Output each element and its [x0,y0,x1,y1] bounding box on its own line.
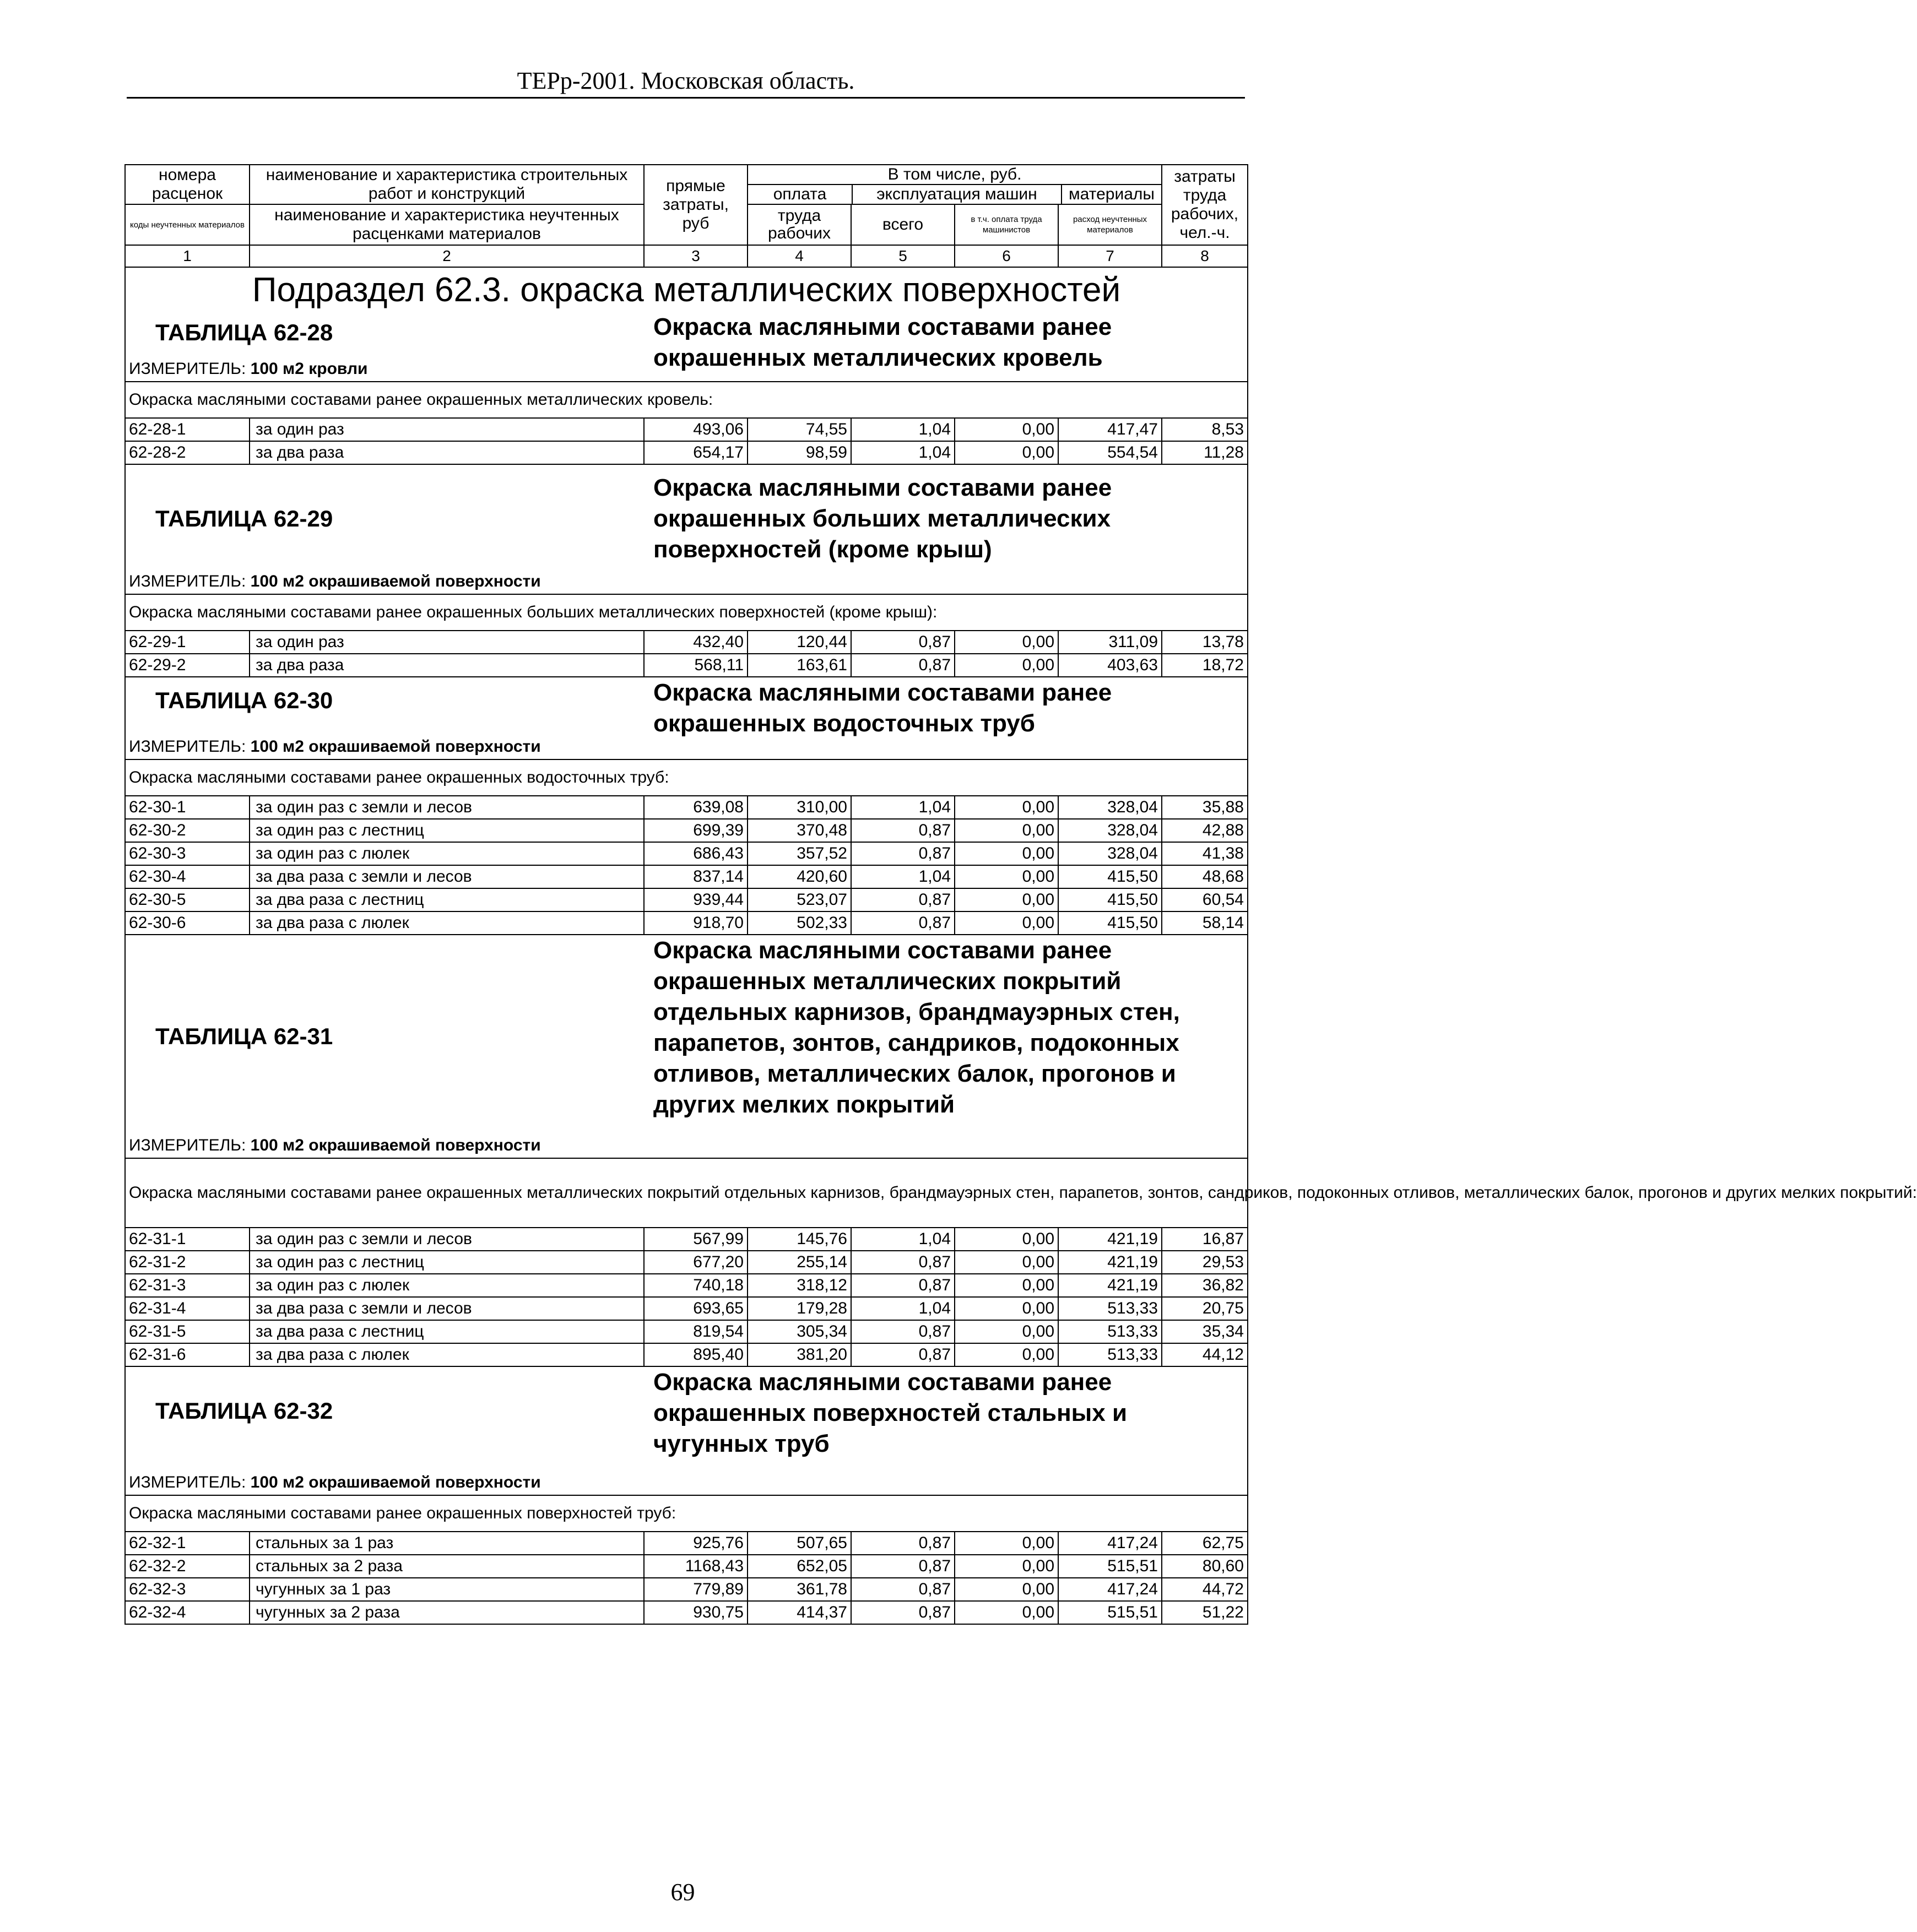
measure-prefix: ИЗМЕРИТЕЛЬ: [129,1473,246,1491]
labor-pay: 74,55 [748,418,851,441]
materials-cost: 515,51 [1058,1555,1162,1578]
labor-cost: 62,75 [1162,1532,1248,1555]
group-description: Окраска масляными составами ранее окрашенных больших металлических поверхностей (кроме крыш): [125,594,1248,631]
materials-cost: 311,09 [1058,631,1162,654]
machines-total: 0,87 [851,1251,955,1274]
labor-cost: 36,82 [1162,1274,1248,1297]
machines-total: 1,04 [851,418,955,441]
work-name: стальных за 1 раз [250,1532,644,1555]
work-name: за один раз с лестниц [250,1251,644,1274]
labor-cost: 35,34 [1162,1320,1248,1343]
group-row [125,594,1248,631]
labor-cost: 18,72 [1162,654,1248,677]
labor-pay: 98,59 [748,441,851,464]
work-name: чугунных за 1 раз [250,1578,644,1601]
machines-total: 1,04 [851,441,955,464]
table-row [125,631,1248,654]
labor-cost: 16,87 [1162,1228,1248,1251]
table-heading-row [125,312,1248,357]
page-header: ТЕРр-2001. Московская область. [127,65,1245,99]
work-name: стальных за 2 раза [250,1555,644,1578]
labor-pay: 414,37 [748,1601,851,1624]
col-machines-pay-header: в т.ч. оплата труда машинистов [955,204,1058,245]
rate-code: 62-28-2 [125,441,250,464]
machines-total: 0,87 [851,911,955,935]
materials-cost: 421,19 [1058,1228,1162,1251]
materials-cost: 421,19 [1058,1251,1162,1274]
rate-code: 62-32-1 [125,1532,250,1555]
group-description: Окраска масляными составами ранее окрашенных металлических кровель: [125,382,1248,418]
rate-code: 62-31-2 [125,1251,250,1274]
rate-code: 62-31-4 [125,1297,250,1320]
materials-header: материалы [1069,185,1155,203]
work-name: за два раза с лестниц [250,1320,644,1343]
measure-row [125,569,1248,594]
measure-prefix: ИЗМЕРИТЕЛЬ: [129,1136,246,1154]
col-including-header [748,165,1162,204]
direct-cost: 939,44 [644,888,748,911]
measure-row [125,1133,1248,1158]
materials-cost: 417,24 [1058,1532,1162,1555]
direct-cost: 654,17 [644,441,748,464]
including-title: В том числе, руб. [748,165,1161,185]
machines-pay: 0,00 [955,1320,1058,1343]
machines-total: 0,87 [851,819,955,842]
table-row [125,1578,1248,1601]
table-row [125,842,1248,865]
materials-cost: 513,33 [1058,1297,1162,1320]
col-number: 8 [1162,245,1248,267]
header-row-1 [125,165,1248,204]
machines-pay: 0,00 [955,819,1058,842]
labor-cost: 44,72 [1162,1578,1248,1601]
rate-code: 62-30-2 [125,819,250,842]
machines-pay: 0,00 [955,911,1058,935]
machines-total: 0,87 [851,888,955,911]
rate-code: 62-32-3 [125,1578,250,1601]
machines-pay: 0,00 [955,1228,1058,1251]
labor-pay: 361,78 [748,1578,851,1601]
direct-cost: 930,75 [644,1601,748,1624]
labor-pay: 310,00 [748,796,851,819]
materials-cost: 417,47 [1058,418,1162,441]
work-name: за один раз с люлек [250,1274,644,1297]
table-row [125,441,1248,464]
table-row [125,1601,1248,1624]
rate-code: 62-30-6 [125,911,250,935]
table-row [125,888,1248,911]
col-codes-subheader: коды неучтенных материалов [125,204,250,245]
direct-cost: 432,40 [644,631,748,654]
labor-pay: 305,34 [748,1320,851,1343]
materials-cost: 403,63 [1058,654,1162,677]
labor-pay-title: оплата [748,185,853,204]
materials-cost: 513,33 [1058,1343,1162,1366]
table-heading-row [125,1366,1248,1470]
materials-cost: 421,19 [1058,1274,1162,1297]
rate-code: 62-30-5 [125,888,250,911]
labor-pay: 502,33 [748,911,851,935]
machines-total: 0,87 [851,1532,955,1555]
labor-pay: 420,60 [748,865,851,888]
table-title: Окраска масляными составами ранее окрашенных поверхностей стальных и чугунных труб [653,1369,1127,1457]
direct-cost: 568,11 [644,654,748,677]
direct-cost: 918,70 [644,911,748,935]
col-labor-cost-header: затраты труда рабочих, чел.-ч. [1162,165,1248,245]
work-name: за один раз [250,418,644,441]
measure-unit: 100 м2 кровли [250,360,368,378]
labor-pay: 255,14 [748,1251,851,1274]
direct-cost: 686,43 [644,842,748,865]
machines-total: 1,04 [851,865,955,888]
work-name: за два раза с земли и лесов [250,1297,644,1320]
machines-total: 0,87 [851,1578,955,1601]
direct-cost: 677,20 [644,1251,748,1274]
labor-cost: 41,38 [1162,842,1248,865]
table-title: Окраска масляными составами ранее окрашенных металлических кровель [653,313,1112,371]
rate-code: 62-31-6 [125,1343,250,1366]
machines-pay: 0,00 [955,654,1058,677]
direct-cost: 895,40 [644,1343,748,1366]
materials-cost: 328,04 [1058,796,1162,819]
labor-cost: 58,14 [1162,911,1248,935]
machines-pay: 0,00 [955,1297,1058,1320]
col-labor-pay-header: труда рабочих [748,204,851,245]
col-materials-header: расход неучтенных материалов [1058,204,1162,245]
table-label: ТАБЛИЦА 62-29 [155,506,333,531]
labor-pay: 357,52 [748,842,851,865]
machines-pay: 0,00 [955,1555,1058,1578]
direct-cost: 493,06 [644,418,748,441]
col-direct-header: прямые затраты, руб [644,165,748,245]
measure-unit: 100 м2 окрашиваемой поверхности [250,1473,541,1491]
table-heading-row [125,677,1248,735]
machines-total: 0,87 [851,1320,955,1343]
table-row [125,418,1248,441]
work-name: за два раза с люлек [250,1343,644,1366]
table-heading-row [125,464,1248,569]
machines-pay: 0,00 [955,1274,1058,1297]
table-row [125,1251,1248,1274]
work-name: чугунных за 2 раза [250,1601,644,1624]
page-number: 69 [670,1879,695,1906]
machines-pay: 0,00 [955,842,1058,865]
table-row [125,1343,1248,1366]
labor-pay: 318,12 [748,1274,851,1297]
col-number: 1 [125,245,250,267]
rates-table [124,164,1917,1625]
labor-cost: 35,88 [1162,796,1248,819]
machines-total: 0,87 [851,654,955,677]
work-name: за два раза [250,654,644,677]
labor-pay: 120,44 [748,631,851,654]
machines-pay: 0,00 [955,1578,1058,1601]
rate-code: 62-32-4 [125,1601,250,1624]
labor-pay: 381,20 [748,1343,851,1366]
table-heading-row [125,935,1248,1133]
direct-cost: 1168,43 [644,1555,748,1578]
direct-cost: 819,54 [644,1320,748,1343]
machines-total: 0,87 [851,1601,955,1624]
machines-pay: 0,00 [955,441,1058,464]
materials-cost: 415,50 [1058,911,1162,935]
labor-cost: 8,53 [1162,418,1248,441]
table-title: Окраска масляными составами ранее окрашенных водосточных труб [653,679,1112,737]
col-machines-total-header: всего [851,204,955,245]
subsection-row [125,267,1248,312]
materials-cost: 328,04 [1058,842,1162,865]
table-label: ТАБЛИЦА 62-28 [155,319,333,345]
machines-pay: 0,00 [955,631,1058,654]
labor-pay: 507,65 [748,1532,851,1555]
labor-pay: 179,28 [748,1297,851,1320]
labor-pay: 145,76 [748,1228,851,1251]
table-label: ТАБЛИЦА 62-31 [155,1023,333,1049]
group-description: Окраска масляными составами ранее окрашенных металлических покрытий отдельных карнизов, брандмауэрных стен, парапетов, зонтов, сандриков, подоконных отливов, металлических балок, прогонов и других мелких покрытий: [125,1158,1248,1228]
measure-unit: 100 м2 окрашиваемой поверхности [250,737,541,756]
work-name: за один раз с лестниц [250,819,644,842]
measure-unit: 100 м2 окрашиваемой поверхности [250,572,541,590]
labor-cost: 80,60 [1162,1555,1248,1578]
labor-cost: 29,53 [1162,1251,1248,1274]
group-row [125,1495,1248,1532]
work-name: за один раз [250,631,644,654]
direct-cost: 925,76 [644,1532,748,1555]
col-codes-header: номера расценок [125,165,250,204]
rate-code: 62-29-2 [125,654,250,677]
labor-pay: 163,61 [748,654,851,677]
measure-prefix: ИЗМЕРИТЕЛЬ: [129,360,246,378]
labor-cost: 48,68 [1162,865,1248,888]
measure-row [125,1470,1248,1495]
machines-pay: 0,00 [955,1251,1058,1274]
measure-prefix: ИЗМЕРИТЕЛЬ: [129,572,246,590]
direct-cost: 693,65 [644,1297,748,1320]
machines-total: 0,87 [851,842,955,865]
direct-cost: 837,14 [644,865,748,888]
rate-code: 62-30-4 [125,865,250,888]
col-number: 4 [748,245,851,267]
group-row [125,759,1248,796]
work-name: за один раз с люлек [250,842,644,865]
direct-cost: 639,08 [644,796,748,819]
rate-code: 62-28-1 [125,418,250,441]
column-numbers-row [125,245,1248,267]
measure-unit: 100 м2 окрашиваемой поверхности [250,1136,541,1154]
col-number: 5 [851,245,955,267]
machines-pay: 0,00 [955,888,1058,911]
col-number: 3 [644,245,748,267]
labor-cost: 44,12 [1162,1343,1248,1366]
labor-cost: 13,78 [1162,631,1248,654]
machines-pay: 0,00 [955,796,1058,819]
table-row [125,1555,1248,1578]
group-description: Окраска масляными составами ранее окрашенных поверхностей труб: [125,1495,1248,1532]
materials-cost: 328,04 [1058,819,1162,842]
work-name: за два раза с лестниц [250,888,644,911]
table-row [125,1228,1248,1251]
work-name: за один раз с земли и лесов [250,796,644,819]
table-title: Окраска масляными составами ранее окрашенных металлических покрытий отдельных карнизов, брандмауэрных стен, парапетов, зонтов, сандриков, подоконных отливов, металлических балок, прогонов и других мелких покрытий [653,937,1180,1118]
rate-code: 62-31-1 [125,1228,250,1251]
machines-pay: 0,00 [955,1601,1058,1624]
machines-total: 0,87 [851,1555,955,1578]
materials-cost: 515,51 [1058,1601,1162,1624]
table-label: ТАБЛИЦА 62-32 [155,1398,333,1424]
table-row [125,819,1248,842]
materials-cost: 415,50 [1058,888,1162,911]
materials-cost: 415,50 [1058,865,1162,888]
labor-pay: 523,07 [748,888,851,911]
table-row [125,1297,1248,1320]
machines-total: 0,87 [851,1343,955,1366]
materials-cost: 513,33 [1058,1320,1162,1343]
table-row [125,654,1248,677]
group-description: Окраска масляными составами ранее окрашенных водосточных труб: [125,759,1248,796]
direct-cost: 567,99 [644,1228,748,1251]
table-label: ТАБЛИЦА 62-30 [155,687,333,713]
labor-cost: 20,75 [1162,1297,1248,1320]
table-row [125,1320,1248,1343]
materials-cost: 417,24 [1058,1578,1162,1601]
work-name: за два раза [250,441,644,464]
direct-cost: 779,89 [644,1578,748,1601]
group-row [125,382,1248,418]
machines-total: 1,04 [851,1228,955,1251]
table-row [125,1532,1248,1555]
rate-code: 62-32-2 [125,1555,250,1578]
table-row [125,911,1248,935]
machines-total: 1,04 [851,796,955,819]
labor-cost: 11,28 [1162,441,1248,464]
machines-total: 1,04 [851,1297,955,1320]
col-number: 2 [250,245,644,267]
including-subheads [748,185,1161,204]
col-name-header: наименование и характеристика строительных работ и конструкций [250,165,644,204]
col-number: 7 [1058,245,1162,267]
labor-pay: 652,05 [748,1555,851,1578]
direct-cost: 699,39 [644,819,748,842]
machines-pay: 0,00 [955,1343,1058,1366]
measure-prefix: ИЗМЕРИТЕЛЬ: [129,737,246,756]
machines-pay: 0,00 [955,865,1058,888]
machines-pay: 0,00 [955,418,1058,441]
rate-code: 62-31-3 [125,1274,250,1297]
rate-code: 62-29-1 [125,631,250,654]
table-title: Окраска масляными составами ранее окрашенных больших металлических поверхностей (кроме крыш) [653,474,1112,563]
work-name: за один раз с земли и лесов [250,1228,644,1251]
rate-code: 62-30-3 [125,842,250,865]
machines-total: 0,87 [851,631,955,654]
group-row [125,1158,1248,1228]
machines-pay: 0,00 [955,1532,1058,1555]
col-number: 6 [955,245,1058,267]
work-name: за два раза с люлек [250,911,644,935]
table-row [125,865,1248,888]
labor-cost: 60,54 [1162,888,1248,911]
labor-cost: 51,22 [1162,1601,1248,1624]
rate-code: 62-31-5 [125,1320,250,1343]
work-name: за два раза с земли и лесов [250,865,644,888]
col-name-subheader: наименование и характеристика неучтенных расценками материалов [250,204,644,245]
materials-cost: 554,54 [1058,441,1162,464]
machines-total: 0,87 [851,1274,955,1297]
rate-code: 62-30-1 [125,796,250,819]
table-row [125,1274,1248,1297]
table-row [125,796,1248,819]
subsection-title: Подраздел 62.3. окраска металлических поверхностей [125,267,1248,312]
machines-header: эксплуатация машин [853,185,1062,204]
direct-cost: 740,18 [644,1274,748,1297]
labor-pay: 370,48 [748,819,851,842]
labor-cost: 42,88 [1162,819,1248,842]
